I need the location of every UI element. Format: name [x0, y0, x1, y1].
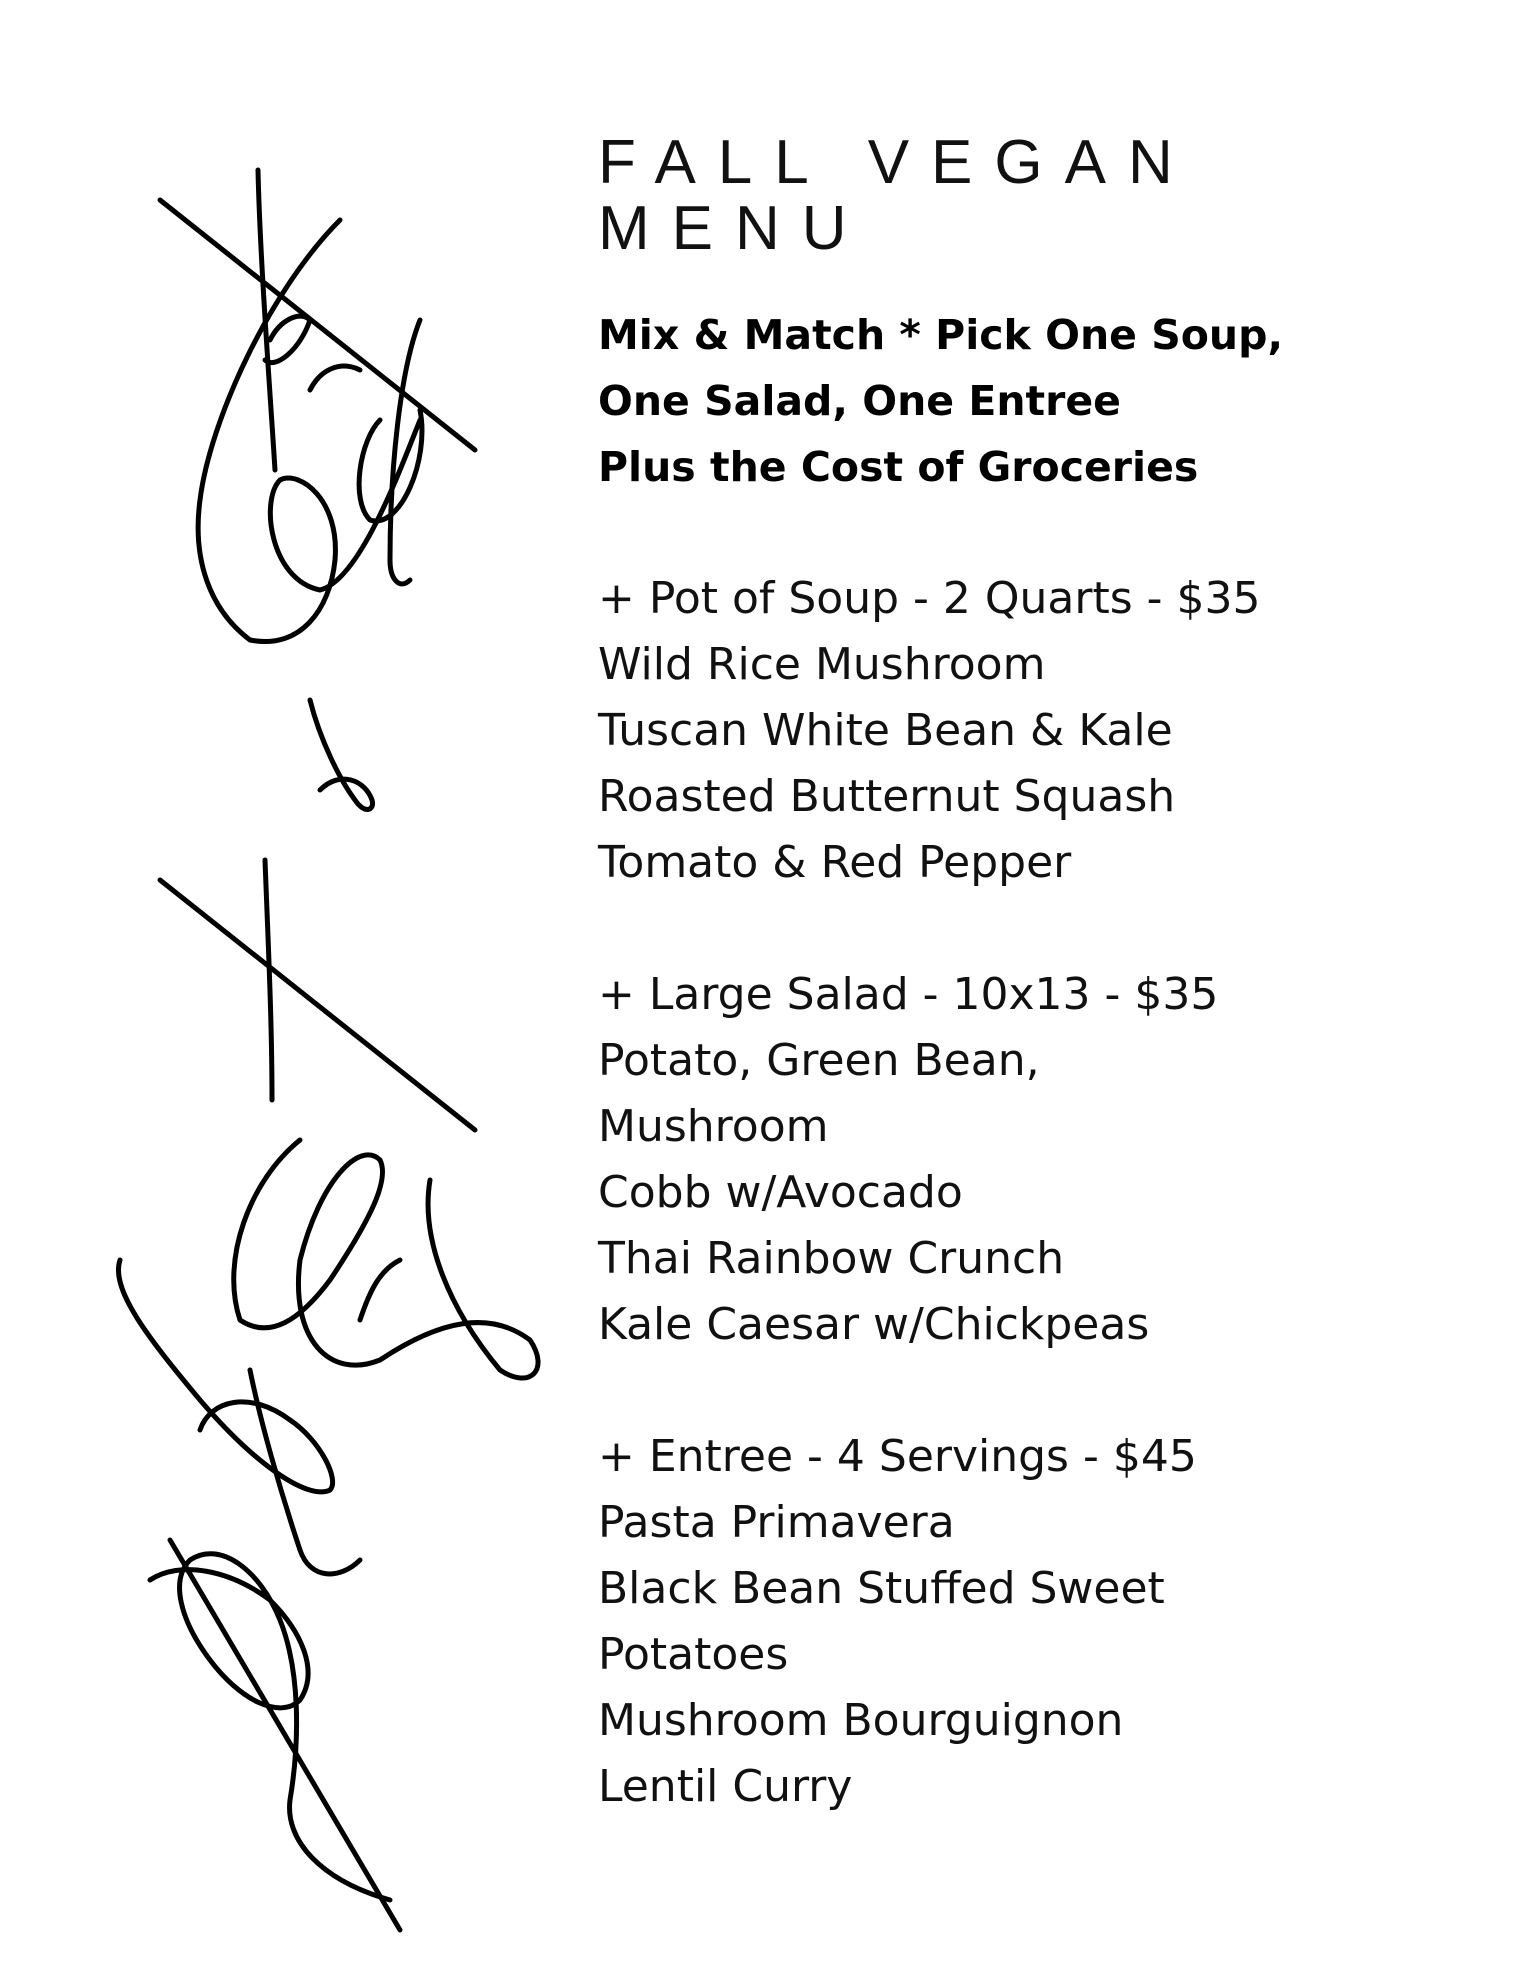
salad-item: Potato, Green Bean, — [598, 1035, 1040, 1086]
menu-subtitle — [598, 302, 1478, 500]
soup-item: Tuscan White Bean & Kale — [598, 705, 1173, 756]
subtitle-line-2: One Salad, One Entree — [598, 377, 1121, 425]
soup-item: Roasted Butternut Squash — [598, 771, 1176, 822]
menu-title-line-2: MENU — [598, 194, 869, 263]
salad-section — [598, 962, 1478, 1358]
soup-section-heading: + Pot of Soup - 2 Quarts - $35 — [598, 573, 1261, 624]
entree-item: Lentil Curry — [598, 1761, 853, 1812]
entree-section — [598, 1424, 1478, 1820]
entree-section-heading: + Entree - 4 Servings - $45 — [598, 1431, 1197, 1482]
soup-section — [598, 566, 1478, 896]
soup-item: Wild Rice Mushroom — [598, 639, 1046, 690]
subtitle-line-3: Plus the Cost of Groceries — [598, 443, 1199, 491]
subtitle-line-1: Mix & Match * Pick One Soup, — [598, 311, 1284, 359]
salad-item: Mushroom — [598, 1101, 829, 1152]
entree-item: Mushroom Bourguignon — [598, 1695, 1124, 1746]
soup-item: Tomato & Red Pepper — [598, 837, 1072, 888]
menu-title-line-1: FALL VEGAN — [598, 128, 1195, 197]
salad-item: Cobb w/Avocado — [598, 1167, 963, 1218]
entree-item: Black Bean Stuffed Sweet — [598, 1563, 1165, 1614]
salad-section-heading: + Large Salad - 10x13 - $35 — [598, 969, 1219, 1020]
entree-item: Pasta Primavera — [598, 1497, 955, 1548]
entree-item: Potatoes — [598, 1629, 789, 1680]
bridge-to-plate-script-logo — [100, 140, 600, 1940]
salad-item: Kale Caesar w/Chickpeas — [598, 1299, 1150, 1350]
menu-title — [598, 130, 1478, 262]
salad-item: Thai Rainbow Crunch — [598, 1233, 1065, 1284]
menu-content — [598, 130, 1478, 1820]
